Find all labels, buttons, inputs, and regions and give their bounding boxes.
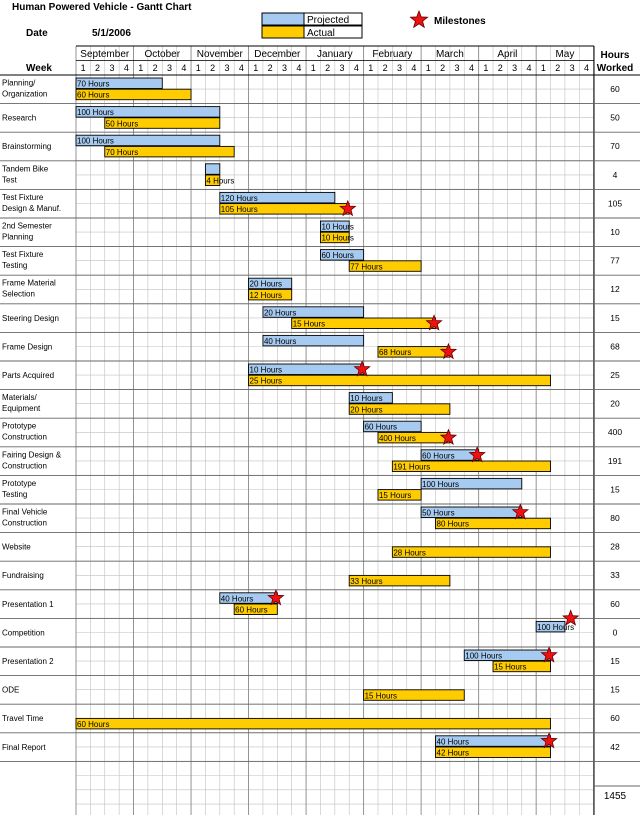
task-label: Presentation 2	[2, 657, 54, 666]
hours-header-line1: Hours	[600, 50, 630, 61]
projected-bar-label: 10 Hours	[321, 222, 354, 232]
actual-bar-label: 80 Hours	[436, 519, 469, 529]
week-number: 3	[569, 63, 575, 73]
week-number: 1	[425, 63, 431, 73]
legend-milestones-label: Milestones	[434, 16, 486, 27]
task-label: Equipment	[2, 404, 41, 414]
actual-bar	[76, 718, 551, 729]
week-number: 2	[555, 63, 561, 73]
week-label: Week	[26, 63, 52, 74]
week-number: 1	[540, 63, 546, 73]
task-label: Construction	[2, 461, 47, 471]
actual-bar-label: 4 Hours	[206, 176, 235, 186]
hours-worked-value: 15	[610, 684, 620, 695]
week-number: 2	[382, 63, 388, 73]
week-number: 2	[95, 63, 101, 73]
hours-worked-value: 15	[610, 484, 620, 495]
projected-bar-label: 60 Hours	[364, 422, 398, 432]
projected-bar	[205, 164, 219, 175]
projected-bar-label: 100 Hours	[537, 622, 575, 632]
task-label: Materials/	[2, 393, 37, 403]
task-label: Prototype	[2, 478, 37, 488]
projected-bar-label: 100 Hours	[77, 136, 114, 146]
task-label: Planning/	[2, 78, 36, 88]
actual-bar-label: 400 Hours	[378, 433, 416, 443]
actual-bar-label: 15 Hours	[292, 319, 326, 329]
actual-bar-label: 42 Hours	[436, 748, 469, 758]
legend-actual-swatch	[262, 26, 304, 38]
actual-bar-label: 77 Hours	[350, 262, 383, 272]
month-label: May	[555, 49, 575, 60]
hours-worked-value: 33	[610, 570, 620, 581]
week-number: 4	[181, 63, 187, 73]
actual-bar-label: 12 Hours	[249, 290, 283, 300]
row-borders	[0, 46, 640, 786]
week-number: 4	[353, 63, 359, 73]
hours-worked-value: 400	[607, 427, 623, 438]
hours-worked-value: 12	[610, 284, 620, 295]
hours-worked-value: 191	[607, 455, 623, 466]
actual-bar-label: 33 Hours	[350, 576, 383, 586]
actual-bar-label: 191 Hours	[393, 462, 431, 472]
actual-bar-label: 15 Hours	[364, 691, 398, 701]
task-label: Test	[2, 175, 17, 185]
legend-actual-label: Actual	[307, 28, 335, 39]
projected-bar-label: 60 Hours	[321, 251, 354, 261]
week-number: 2	[497, 63, 503, 73]
week-number: 2	[267, 63, 273, 73]
hours-worked-value: 60	[610, 713, 620, 724]
week-number: 2	[152, 63, 158, 73]
hours-worked-value: 10	[610, 227, 620, 237]
hours-worked-value: 20	[610, 398, 620, 409]
week-number: 1	[195, 63, 201, 73]
task-label: Tandem Bike	[2, 164, 49, 174]
task-label: Organization	[2, 89, 48, 99]
projected-bar-label: 70 Hours	[77, 79, 110, 89]
hours-worked-value: 60	[610, 598, 620, 609]
task-label: Travel Time	[2, 714, 44, 724]
hours-worked-value: 0	[612, 627, 618, 638]
task-label: Prototype	[2, 421, 37, 431]
actual-bar-label: 60 Hours	[77, 719, 110, 729]
week-number: 3	[339, 63, 345, 73]
task-label: Testing	[2, 261, 28, 271]
task-label: Frame Material	[2, 278, 56, 288]
task-label: Selection	[2, 289, 35, 299]
hours-worked-value: 68	[610, 341, 620, 352]
week-number: 4	[238, 63, 244, 73]
task-label: ODE	[2, 685, 20, 695]
date-value: 5/1/2006	[92, 28, 131, 39]
month-label: January	[317, 49, 353, 60]
week-number: 1	[138, 63, 144, 73]
task-label: Test Fixture	[2, 250, 44, 260]
projected-bar-label: 40 Hours	[436, 737, 469, 747]
hours-worked-value: 28	[610, 541, 620, 552]
month-label: December	[254, 49, 301, 60]
task-label: Brainstorming	[2, 142, 52, 152]
week-number: 1	[368, 63, 374, 73]
projected-bar-label: 20 Hours	[263, 308, 297, 318]
task-label: 2nd Semester	[2, 221, 52, 231]
week-number: 4	[468, 63, 474, 73]
task-label: Competition	[2, 628, 45, 638]
hours-worked-value: 4	[612, 169, 618, 180]
task-label: Planning	[2, 232, 34, 242]
task-label: Final Vehicle	[2, 507, 48, 517]
actual-bar-label: 60 Hours	[77, 90, 110, 100]
projected-bar-label: 20 Hours	[249, 279, 283, 289]
actual-bar-label: 68 Hours	[378, 348, 412, 358]
task-label: Construction	[2, 518, 47, 528]
week-number: 1	[483, 63, 489, 73]
week-number: 3	[454, 63, 460, 73]
week-number: 3	[109, 63, 115, 73]
actual-bar-label: 15 Hours	[494, 662, 527, 672]
hours-worked-value: 15	[610, 312, 620, 323]
week-number: 3	[512, 63, 518, 73]
hours-worked-value: 70	[610, 141, 620, 152]
task-label: Presentation 1	[2, 599, 54, 609]
projected-bar-label: 50 Hours	[422, 508, 455, 518]
month-label: March	[435, 49, 464, 60]
hours-worked-value: 80	[610, 513, 620, 523]
week-number: 4	[123, 63, 129, 73]
week-number: 4	[296, 63, 302, 73]
week-number: 1	[310, 63, 316, 73]
legend-projected-swatch	[262, 13, 304, 25]
week-number: 4	[583, 63, 589, 73]
week-number: 2	[325, 63, 331, 73]
month-label: February	[372, 49, 413, 60]
hours-worked-value: 105	[607, 198, 623, 209]
task-label: Fundraising	[2, 571, 44, 581]
hours-worked-value: 60	[610, 84, 620, 94]
month-label: September	[80, 49, 130, 60]
actual-bar-label: 25 Hours	[249, 376, 283, 386]
projected-bar-label: 40 Hours	[220, 594, 254, 604]
week-number: 2	[440, 63, 446, 73]
task-label: Construction	[2, 432, 47, 442]
actual-bar-label: 28 Hours	[393, 548, 426, 558]
month-label: April	[497, 49, 518, 60]
hours-worked-value: 25	[610, 370, 620, 380]
actual-bar-label: 60 Hours	[235, 605, 268, 615]
week-number: 3	[282, 63, 288, 73]
task-label: Research	[2, 113, 37, 123]
actual-bar-label: 50 Hours	[105, 119, 139, 129]
hours-worked-value: 77	[610, 255, 620, 266]
task-label: Fairing Design &	[2, 450, 62, 460]
week-number: 3	[166, 63, 172, 73]
task-label: Steering Design	[2, 313, 59, 323]
actual-bar-label: 105 Hours	[220, 205, 258, 215]
date-label: Date	[26, 28, 48, 39]
projected-bar-label: 120 Hours	[220, 193, 258, 203]
task-label: Final Report	[2, 742, 46, 752]
hours-header-line2: Worked	[596, 63, 634, 74]
month-label: November	[196, 49, 243, 60]
hours-worked-value: 42	[610, 741, 620, 752]
task-label: Frame Design	[2, 342, 53, 352]
projected-bar-label: 60 Hours	[422, 451, 455, 461]
task-label: Testing	[2, 489, 28, 499]
task-label: Parts Acquired	[2, 371, 55, 380]
month-label: October	[144, 49, 181, 60]
actual-bar-label: 15 Hours	[378, 491, 412, 501]
projected-bar-label: 40 Hours	[263, 336, 297, 346]
week-number: 3	[397, 63, 403, 73]
week-number: 1	[253, 63, 259, 73]
legend-milestone-star	[410, 11, 427, 27]
hours-worked-value: 15	[610, 656, 620, 666]
projected-bar-label: 10 Hours	[350, 394, 383, 404]
projected-bar-label: 100 Hours	[77, 108, 114, 118]
actual-bar-label: 20 Hours	[350, 405, 383, 415]
projected-bar-label: 100 Hours	[422, 479, 460, 489]
actual-bar	[249, 375, 551, 386]
actual-bar-label: 10 Hours	[321, 233, 354, 243]
task-label: Website	[2, 542, 31, 552]
projected-bar-label: 100 Hours	[465, 651, 503, 661]
task-label: Design & Manuf.	[2, 203, 62, 213]
hours-worked-value: 50	[610, 112, 620, 123]
chart-title: Human Powered Vehicle - Gantt Chart	[12, 2, 192, 13]
week-number: 1	[80, 63, 86, 73]
legend-projected-label: Projected	[307, 15, 350, 26]
week-number: 4	[526, 63, 532, 73]
task-label: Test Fixture	[2, 192, 44, 202]
week-number: 2	[210, 63, 216, 73]
week-number: 3	[224, 63, 230, 73]
grid-lines	[76, 46, 594, 815]
projected-bar-label: 10 Hours	[249, 365, 283, 375]
actual-bar-label: 70 Hours	[105, 147, 139, 157]
total-hours: 1455	[603, 791, 627, 802]
labels	[2, 2, 633, 802]
week-number: 4	[411, 63, 417, 73]
